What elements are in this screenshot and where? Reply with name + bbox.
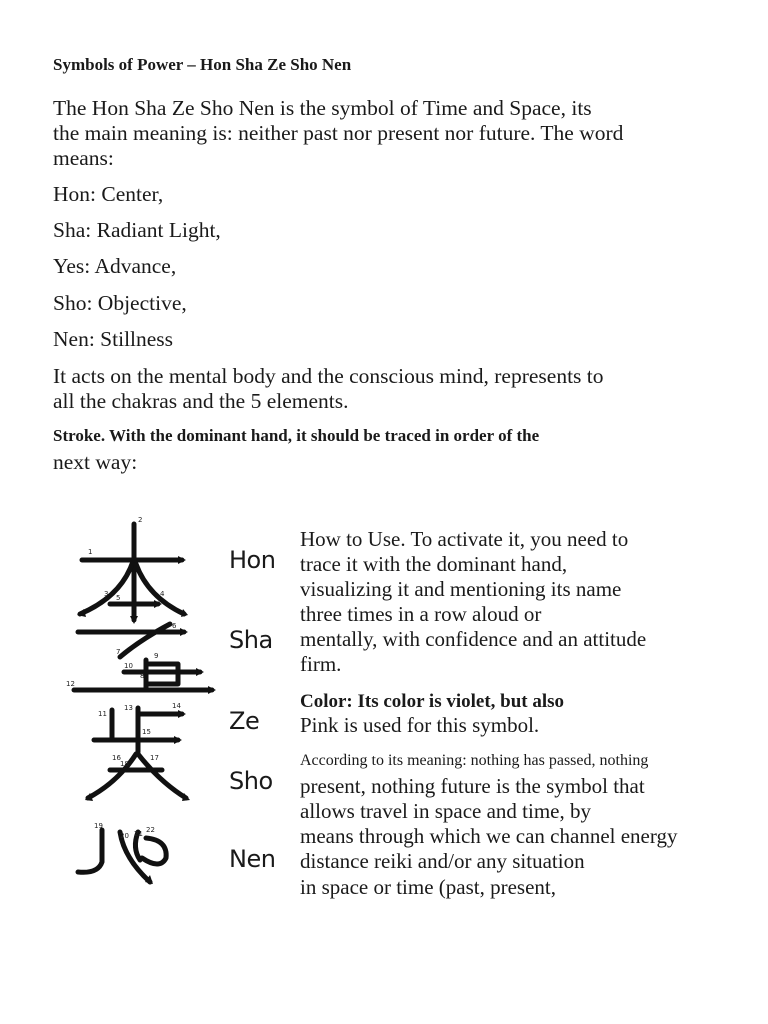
stroke-number: 2 bbox=[138, 516, 143, 524]
how-to-use-line: mentally, with confidence and an attitude bbox=[300, 627, 647, 651]
stroke-number: 18 bbox=[120, 760, 129, 768]
how-to-use-line: How to Use. To activate it, you need to bbox=[300, 527, 629, 551]
stroke-path bbox=[78, 830, 102, 872]
arrow-head bbox=[178, 710, 186, 718]
stroke-number: 12 bbox=[66, 680, 75, 688]
arrow-head bbox=[196, 668, 204, 676]
stroke-number: 3 bbox=[104, 590, 109, 598]
section-heading: Symbols of Power – Hon Sha Ze Sho Nen bbox=[53, 55, 352, 74]
syllable-ze: Ze bbox=[229, 707, 260, 735]
stroke-number: 10 bbox=[124, 662, 133, 670]
meaning-line: present, nothing future is the symbol that bbox=[300, 774, 645, 798]
how-to-use-line: trace it with the dominant hand, bbox=[300, 552, 568, 576]
stroke-number: 11 bbox=[98, 710, 107, 718]
stroke-number: 6 bbox=[172, 622, 177, 630]
stroke-number: 9 bbox=[154, 652, 159, 660]
meaning-sho: Sho: Objective, bbox=[53, 291, 187, 315]
meaning-sha: Sha: Radiant Light, bbox=[53, 218, 221, 242]
stroke-path bbox=[120, 624, 170, 657]
how-to-use-line: firm. bbox=[300, 652, 342, 676]
stroke-number: 15 bbox=[142, 728, 151, 736]
arrow-head bbox=[178, 556, 186, 564]
stroke-path bbox=[138, 754, 186, 798]
meaning-intro: According to its meaning: nothing has passed, nothing bbox=[300, 752, 649, 769]
stroke-number: 22 bbox=[146, 826, 155, 834]
color-heading: Color: Its color is violet, but also bbox=[300, 691, 565, 712]
stroke-number: 8 bbox=[140, 672, 145, 680]
stroke-number: 13 bbox=[124, 704, 133, 712]
meaning-line: in space or time (past, present, bbox=[300, 875, 556, 899]
meaning-line: allows travel in space and time, by bbox=[300, 799, 591, 823]
stroke-number: 5 bbox=[116, 594, 121, 602]
stroke-number: 19 bbox=[94, 822, 103, 830]
meaning-line: means through which we can channel energy bbox=[300, 824, 678, 848]
arrow-head bbox=[180, 628, 188, 636]
intro-line: means: bbox=[53, 146, 114, 170]
effect-line: It acts on the mental body and the conscious mind, represents to bbox=[53, 364, 604, 388]
stroke-number: 17 bbox=[150, 754, 159, 762]
how-to-use-line: visualizing it and mentioning its name bbox=[300, 577, 622, 601]
color-text: Pink is used for this symbol. bbox=[300, 713, 540, 737]
syllable-sha: Sha bbox=[229, 626, 273, 654]
stroke-number: 4 bbox=[160, 590, 165, 598]
intro-line: The Hon Sha Ze Sho Nen is the symbol of Time and Space, its bbox=[53, 96, 592, 120]
arrow-head bbox=[208, 686, 216, 694]
stroke-path bbox=[142, 838, 166, 864]
meaning-nen: Nen: Stillness bbox=[53, 327, 174, 351]
how-to-use-line: three times in a row aloud or bbox=[300, 602, 542, 626]
meaning-hon: Hon: Center, bbox=[53, 182, 164, 206]
syllable-hon: Hon bbox=[229, 546, 276, 574]
meaning-ze: Yes: Advance, bbox=[53, 254, 177, 278]
effect-line: all the chakras and the 5 elements. bbox=[53, 389, 349, 413]
syllable-nen: Nen bbox=[229, 845, 276, 873]
stroke-instruction-bold: Stroke. With the dominant hand, it should be traced in order of the bbox=[53, 426, 540, 445]
stroke-number: 1 bbox=[88, 548, 93, 556]
stroke-instruction-rest: next way: bbox=[53, 450, 138, 474]
syllable-sho: Sho bbox=[229, 767, 273, 795]
stroke-number: 14 bbox=[172, 702, 181, 710]
stroke-number: 7 bbox=[116, 648, 121, 656]
stroke-number: 16 bbox=[112, 754, 121, 762]
meaning-line: distance reiki and/or any situation bbox=[300, 849, 585, 873]
arrow-head bbox=[130, 616, 138, 624]
arrow-head bbox=[181, 609, 188, 617]
arrow-head bbox=[174, 736, 182, 744]
stroke-number: 21 bbox=[134, 830, 143, 838]
intro-line: the main meaning is: neither past nor present nor future. The word bbox=[53, 121, 624, 145]
stroke-number: 20 bbox=[120, 832, 129, 840]
